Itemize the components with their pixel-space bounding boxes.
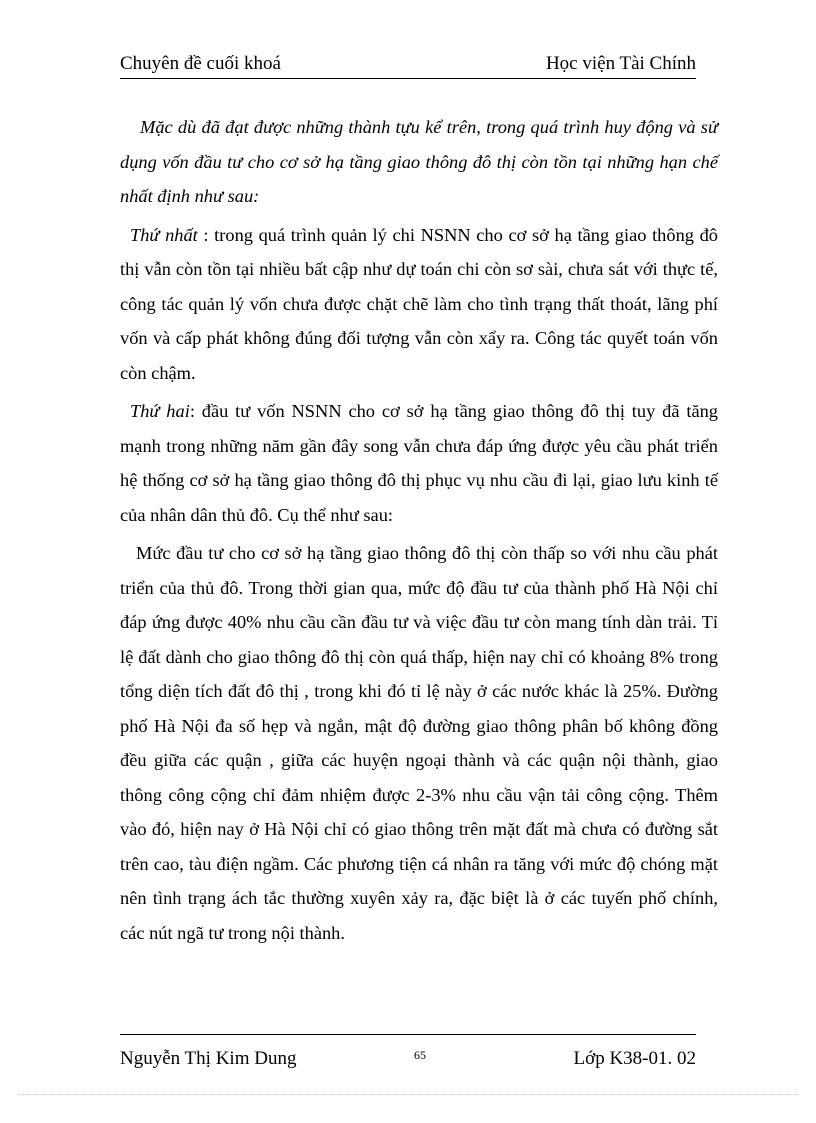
first-text: : trong quá trình quản lý chi NSNN cho cơ sở hạ tầng giao thông đô thị vẫn còn tồn tại nhiều bất cập như dự toán chi còn sơ sài, chưa sát với thực tế, công tác quản lý vốn chưa được chặt chẽ làm cho tình trạng thất thoát, lãng phí vốn và cấp phát không đúng đối tượng vẫn còn xẩy ra. Công tác quyết toán vốn còn chậm. [120, 224, 718, 383]
paragraph-third: Mức đầu tư cho cơ sở hạ tầng giao thông đô thị còn thấp so với nhu cầu phát triển của thủ đô. Trong thời gian qua, mức độ đầu tư của thành phố Hà Nội chỉ đáp ứng được 40% nhu cầu cần đầu tư và việc đầu tư còn mang tính dàn trải. Tỉ lệ đất dành cho giao thông đô thị còn quá thấp, hiện nay chỉ có khoảng 8% trong tổng diện tích đất đô thị , trong khi đó tỉ lệ này ở các nước khác là 25%. Đường phố Hà Nội đa số hẹp và ngắn, mật độ đường giao thông phân bố không đồng đều giữa các quận , giữa các huyện ngoại thành và các quận nội thành, giao thông công cộng chỉ đảm nhiệm được 2-3% nhu cầu vận tải công cộng. Thêm vào đó, hiện nay ở Hà Nội chỉ có giao thông trên mặt đất mà chưa có đường sắt trên cao, tàu điện ngầm. Các phương tiện cá nhân ra tăng với mức độ chóng mặt nên tình trạng ách tắc thường xuyên xảy ra, đặc biệt là ở các tuyến phố chính, các nút ngã tư trong nội thành. [120, 543, 718, 943]
second-text: : đầu tư vốn NSNN cho cơ sở hạ tầng giao thông đô thị tuy đã tăng mạnh trong những năm gần đây song vẫn chưa đáp ứng được yêu cầu phát triển hệ thống cơ sở hạ tầng giao thông đô thị phục vụ nhu cầu đi lại, giao lưu kinh tế của nhân dân thủ đô. Cụ thể như sau: [120, 401, 718, 525]
paragraph-first [120, 218, 718, 391]
page-number: 65 [414, 1048, 426, 1062]
paragraph-second [120, 394, 718, 532]
page-bottom-border [18, 1094, 798, 1095]
header-course-title: Chuyên đề cuối khoá [120, 53, 281, 74]
second-label: Thứ hai [130, 401, 190, 421]
intro-paragraph: Mặc dù đã đạt được những thành tựu kể trên, trong quá trình huy động và sử dụng vốn đầu tư cho cơ sở hạ tầng giao thông đô thị còn tồn tại những hạn chế nhất định như sau: [120, 117, 718, 206]
body-text [120, 110, 718, 950]
footer-author: Nguyễn Thị Kim Dung [120, 1048, 297, 1069]
header-institution: Học viện Tài Chính [545, 53, 696, 74]
footer-rule [120, 1034, 696, 1035]
page-footer [120, 1046, 696, 1076]
first-label: Thứ nhất [130, 224, 198, 245]
page-header [120, 52, 696, 79]
footer-class: Lớp K38-01. 02 [573, 1048, 696, 1069]
